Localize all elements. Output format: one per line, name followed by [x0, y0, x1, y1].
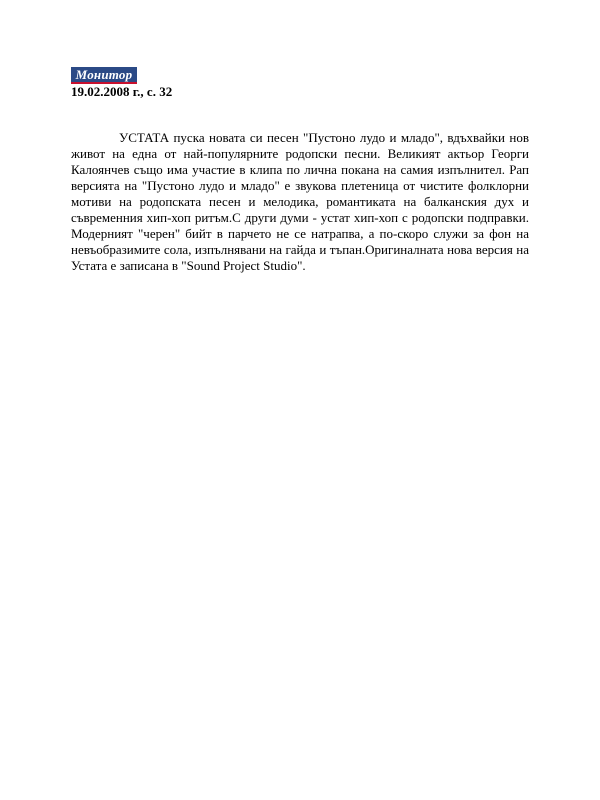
newspaper-logo-text: Монитор	[75, 67, 133, 82]
publication-dateline: 19.02.2008 г., с. 32	[71, 84, 173, 99]
article-body: УСТАТА пуска новата си песен "Пустоно лудо и младо", вдъхвайки нов живот на една от най-популярните родопски песни. Великият актьор Георги Калоянчев също има участие в клипа по лична покана на самия изпълнител. Рап версията на "Пустоно лудо и младо" е звукова плетеница от чистите фолклорни мотиви на родопската песен и мелодика, романтиката на балканския дух и съвременния хип-хоп ритъм.С други думи - устат хип-хоп с родопски подправки. Модерният "черен" бийт в парчето не се натрапва, а по-скоро служи за фон на невъобразимите сола, изпълнявани на гайда и тъпан.Оригиналната нова версия на Устата е записана в "Sound Project Studio".	[71, 130, 529, 273]
newspaper-logo	[71, 67, 137, 84]
